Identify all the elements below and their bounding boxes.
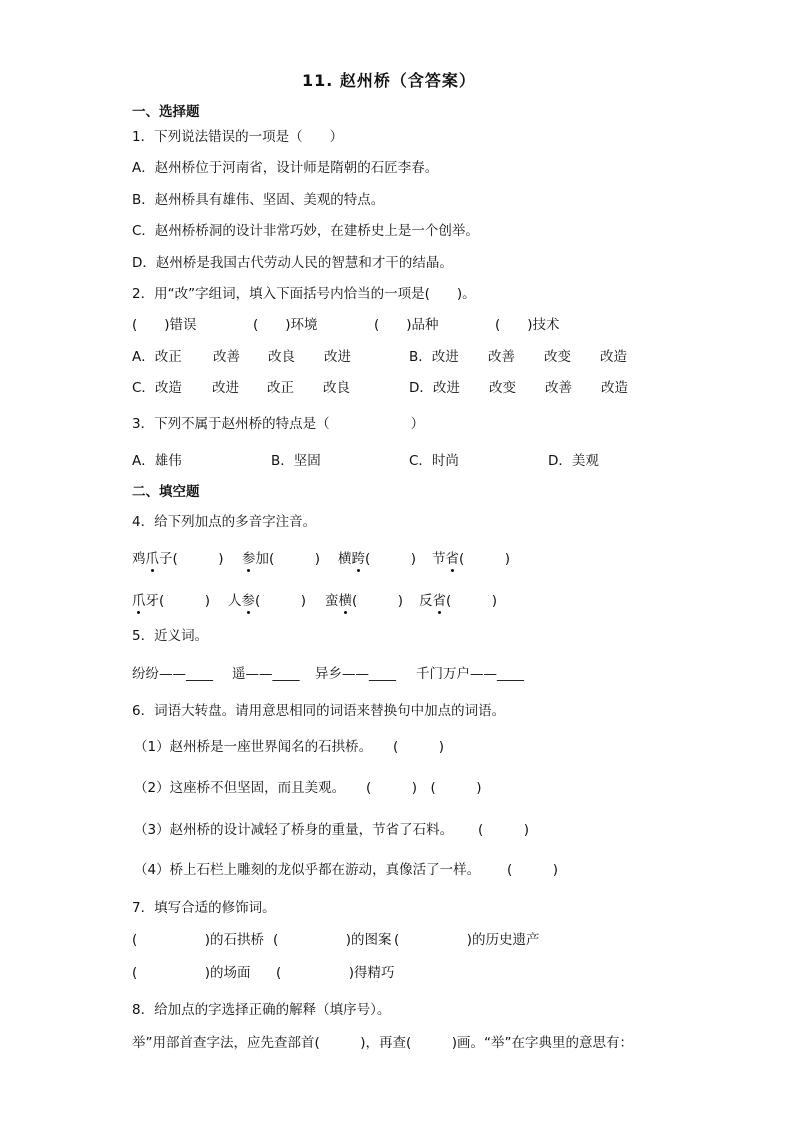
- q1-option-b[interactable]: B．赵州桥具有雄伟、坚固、美观的特点。: [132, 192, 385, 208]
- q2-option-c-word: 改正: [267, 380, 294, 396]
- q7-blank[interactable]: ( )的石拱桥: [132, 932, 265, 948]
- q3-stem: 3．下列不属于赵州桥的特点是（ ）: [132, 416, 425, 432]
- q4-item[interactable]: [338, 553, 416, 567]
- q6-stem: 6．词语大转盘。请用意思相同的词语来替换句中加点的词语。: [132, 703, 506, 719]
- q4-dotted-char: 爪: [145, 551, 159, 567]
- q4-plain-char: 节: [432, 551, 446, 567]
- q4-answer-blank: ( ): [446, 593, 498, 609]
- q4-dotted-char: 省: [445, 551, 459, 567]
- q7-blank[interactable]: ( )的图案: [273, 932, 392, 948]
- q5-item[interactable]: 遥——____: [232, 666, 300, 682]
- q4-dotted-char: 省: [432, 593, 446, 609]
- q2-option-d-word: 改变: [489, 380, 516, 396]
- q4-dotted-char: 爪: [132, 593, 146, 609]
- q7-stem: 7．填写合适的修饰词。: [132, 900, 276, 916]
- q4-answer-blank: ( ): [352, 593, 404, 609]
- q3-option-d[interactable]: D．美观: [548, 453, 599, 469]
- q4-item[interactable]: [432, 553, 510, 567]
- q5-stem: 5．近义词。: [132, 628, 209, 644]
- q7-blank[interactable]: ( )的历史遗产: [394, 932, 540, 948]
- q3-option-c[interactable]: C．时尚: [409, 453, 459, 469]
- q6-item-2: （2）这座桥不但坚固，而且美观。: [134, 780, 346, 796]
- q4-plain-char: 人: [228, 593, 242, 609]
- q1-option-d[interactable]: D．赵州桥是我国古代劳动人民的智慧和才干的结晶。: [132, 255, 453, 271]
- q2-option-d-word: 改善: [545, 380, 572, 396]
- q6-item-3: （3）赵州桥的设计减轻了桥身的重量，节省了石料。: [134, 822, 454, 838]
- q2-option-a-word: 改进: [324, 349, 351, 365]
- q1-option-a[interactable]: A．赵州桥位于河南省，设计师是隋朝的石匠李春。: [132, 160, 439, 176]
- q4-plain-char: 横: [338, 551, 352, 567]
- q4-item[interactable]: [228, 595, 306, 609]
- q1-stem: 1．下列说法错误的一项是（ ）: [132, 129, 344, 145]
- page-title: 11. 赵州桥（含答案）: [302, 71, 476, 90]
- q4-item[interactable]: [132, 595, 210, 609]
- q2-option-b-word: 改变: [544, 349, 571, 365]
- q4-plain-char: 加: [255, 551, 269, 567]
- q8-stem: 8．给加点的字选择正确的解释（填序号）。: [132, 1002, 391, 1018]
- q2-option-c-word: 改进: [212, 380, 239, 396]
- q4-item[interactable]: [325, 595, 403, 609]
- q2-option-a-word: A．改正: [132, 349, 182, 365]
- q2-option-d-word: 改造: [601, 380, 628, 396]
- q4-stem: 4．给下列加点的多音字注音。: [132, 514, 317, 530]
- section-heading-fill: 二、填空题: [132, 484, 200, 500]
- q3-option-a[interactable]: A．雄伟: [132, 453, 182, 469]
- q2-blank-2[interactable]: ( )环境: [253, 317, 318, 333]
- q4-answer-blank: ( ): [255, 593, 307, 609]
- q4-plain-char: 反: [419, 593, 433, 609]
- q2-option-b-word: 改善: [488, 349, 515, 365]
- q2-option-b-word: 改造: [600, 349, 627, 365]
- q2-stem: 2．用“改”字组词，填入下面括号内恰当的一项是( )。: [132, 286, 476, 302]
- q4-plain-char: 鸡: [132, 551, 146, 567]
- q6-item-4: （4）桥上石栏上雕刻的龙似乎都在游动，真像活了一样。: [134, 862, 481, 878]
- q5-item[interactable]: 异乡——____: [315, 666, 396, 682]
- q2-option-c-word: 改良: [323, 380, 350, 396]
- q4-dotted-char: 横: [338, 593, 352, 609]
- q4-plain-char: 蛮: [325, 593, 339, 609]
- q1-option-c[interactable]: C．赵州桥桥洞的设计非常巧妙，在建桥史上是一个创举。: [132, 223, 479, 239]
- q4-item[interactable]: [419, 595, 497, 609]
- q4-dotted-char: 参: [241, 593, 255, 609]
- q6-answer-3[interactable]: ( ): [478, 822, 530, 838]
- q2-option-a-word: 改善: [213, 349, 240, 365]
- q2-option-d-word: D．改进: [409, 380, 460, 396]
- q2-option-a-word: 改良: [268, 349, 295, 365]
- q4-answer-blank: ( ): [459, 551, 511, 567]
- q6-item-1: （1）赵州桥是一座世界闻名的石拱桥。: [134, 739, 373, 755]
- q6-answer-4[interactable]: ( ): [507, 862, 559, 878]
- q4-answer-blank: ( ): [269, 551, 321, 567]
- q4-answer-blank: 牙( ): [145, 593, 211, 609]
- q7-blank[interactable]: ( )的场面: [132, 965, 251, 981]
- q2-blank-4[interactable]: ( )技术: [495, 317, 560, 333]
- q7-blank[interactable]: ( )得精巧: [276, 965, 395, 981]
- q4-item[interactable]: [242, 553, 320, 567]
- section-heading-choice: 一、选择题: [132, 104, 200, 120]
- q8-line: 举”用部首查字法，应先查部首( )，再查( )画。“举”在字典里的意思有：: [132, 1035, 634, 1051]
- q4-item[interactable]: [132, 553, 224, 567]
- q5-item[interactable]: 纷纷——____: [132, 666, 213, 682]
- q2-blank-3[interactable]: ( )品种: [374, 317, 439, 333]
- q2-option-b-word: B．改进: [409, 349, 459, 365]
- q4-answer-blank: ( ): [365, 551, 417, 567]
- q5-item[interactable]: 千门万户——____: [416, 666, 524, 682]
- q2-blank-1[interactable]: ( )错误: [132, 317, 197, 333]
- q3-option-b[interactable]: B．坚固: [271, 453, 321, 469]
- q4-answer-blank: 子( ): [159, 551, 224, 567]
- q4-dotted-char: 参: [242, 551, 256, 567]
- q2-option-c-word: C．改造: [132, 380, 182, 396]
- q6-answer-1[interactable]: ( ): [393, 739, 445, 755]
- q4-dotted-char: 跨: [351, 551, 365, 567]
- q6-answer-2[interactable]: ( ) ( ): [366, 780, 482, 796]
